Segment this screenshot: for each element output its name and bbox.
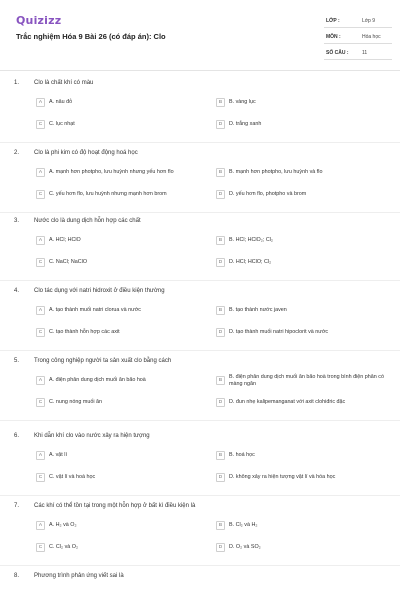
question-text: Clo là phi kim có độ hoạt động hoá học [34,150,138,156]
question-divider [0,350,400,351]
option-letter-box: C [36,543,45,552]
meta-label: LỚP : [326,18,340,24]
worksheet-header [0,0,400,70]
question-divider [0,565,400,566]
option-text: A. H₂ và O₂ [49,522,77,528]
option-text: B. HCl; HClO₂; Cl₂ [229,237,274,243]
quizizz-logo: Quizizz [16,14,62,27]
option-letter-box: A [36,98,45,107]
question-text: Khi dẫn khí clo vào nước xảy ra hiện tượng [34,433,150,439]
option-text: C. yếu hơn flo, lưu huỳnh nhưng mạnh hơn brom [49,191,167,197]
option-letter-box: C [36,120,45,129]
option-text: C. nung nóng muối ăn [49,399,103,405]
question-text: Phương trình phản ứng viết sai là [34,573,124,579]
option-text: C. vật lí và hoá học [49,474,96,480]
question-number: 2. [14,150,20,156]
option-text: C. lục nhạt [49,121,75,127]
option-letter-box: A [36,451,45,460]
meta-value: 11 [362,50,368,56]
option-text: B. điện phân dung dịch muối ăn bão hoà trong bình điện phân có màng ngăn [229,374,384,387]
option-letter-box: A [36,521,45,530]
option-letter-box: A [36,306,45,315]
option-letter-box: C [36,473,45,482]
question-number: 8. [14,573,20,579]
question-divider [0,495,400,496]
option-letter-box: C [36,190,45,199]
option-text: D. không xảy ra hiện tượng vật lí và hóa học [229,474,336,480]
option-letter-box: A [36,236,45,245]
header-divider [0,70,400,71]
option-text: A. nâu đỏ [49,99,73,105]
option-text: A. tạo thành muối natri clorua và nước [49,307,141,313]
option-text: B. mạnh hơn photpho, lưu huỳnh và flo [229,169,323,175]
option-text: B. vàng lục [229,99,256,105]
option-letter-box: D [216,543,225,552]
option-text: D. trắng xanh [229,121,262,127]
meta-class-row [324,14,392,28]
option-letter-box: A [36,376,45,385]
question-text: Trong công nghiệp người ta sản xuất clo bằng cách [34,358,172,364]
question-number: 5. [14,358,20,364]
question-divider [0,280,400,281]
meta-label: SỐ CÂU : [326,50,349,56]
option-letter-box: D [216,328,225,337]
option-text: D. O₂ và SO₂ [229,544,261,550]
meta-value: Lớp 9 [362,18,376,24]
option-text: D. tạo thành muối natri hipoclorit và nước [229,329,329,335]
question-number: 7. [14,503,20,509]
option-letter-box: D [216,398,225,407]
question-number: 4. [14,288,20,294]
option-text: A. HCl; HClO [49,237,81,243]
option-text: C. NaCl; NaClO [49,259,88,265]
question-divider [0,142,400,143]
option-letter-box: B [216,451,225,460]
option-letter-box: D [216,473,225,482]
meta-label: MÔN : [326,34,341,40]
question-text: Clo tác dụng với natri hidroxit ở điều kiện thường [34,288,165,294]
question-number: 1. [14,80,20,86]
question-text: Các khí có thể tồn tại trong một hỗn hợp ở bất kì điều kiện là [34,503,196,509]
option-letter-box: B [216,306,225,315]
option-letter-box: B [216,98,225,107]
option-letter-box: A [36,168,45,177]
option-text: C. tạo thành hỗn hợp các axit [49,329,120,335]
option-text: B. hoá học [229,452,255,458]
meta-subject-row [324,30,392,44]
question-number: 6. [14,433,20,439]
option-letter-box: C [36,258,45,267]
page-title: Trắc nghiệm Hóa 9 Bài 26 (có đáp án): Clo [16,32,166,41]
option-letter-box: D [216,190,225,199]
option-letter-box: B [216,236,225,245]
option-text: A. vật lí [49,452,67,458]
option-letter-box: B [216,376,225,385]
meta-value: Hóa học [362,34,381,40]
question-number: 3. [14,218,20,224]
question-divider [0,420,400,421]
option-text: B. tạo thành nước javen [229,307,287,313]
question-text: Clo là chất khí có màu [34,80,94,86]
option-text: B. Cl₂ và H₂ [229,522,258,528]
option-text: A. mạnh hơn photpho, lưu huỳnh nhưng yếu hơn flo [49,169,174,175]
question-divider [0,212,400,213]
option-text: D. đun nhẹ kalipemanganat với axit clohiđric đặc [229,399,346,405]
option-letter-box: B [216,521,225,530]
option-letter-box: B [216,168,225,177]
question-text: Nước clo là dung dịch hỗn hợp các chất [34,218,141,224]
option-text: C. Cl₂ và O₂ [49,544,79,550]
option-letter-box: C [36,328,45,337]
option-text: D. HCl; HClO; Cl₂ [229,259,272,265]
option-text: A. điện phân dung dịch muối ăn bão hoà [49,377,146,383]
option-letter-box: D [216,258,225,267]
option-letter-box: D [216,120,225,129]
option-text: D. yếu hơn flo, photpho và brom [229,191,307,197]
option-letter-box: C [36,398,45,407]
meta-count-row [324,46,392,60]
